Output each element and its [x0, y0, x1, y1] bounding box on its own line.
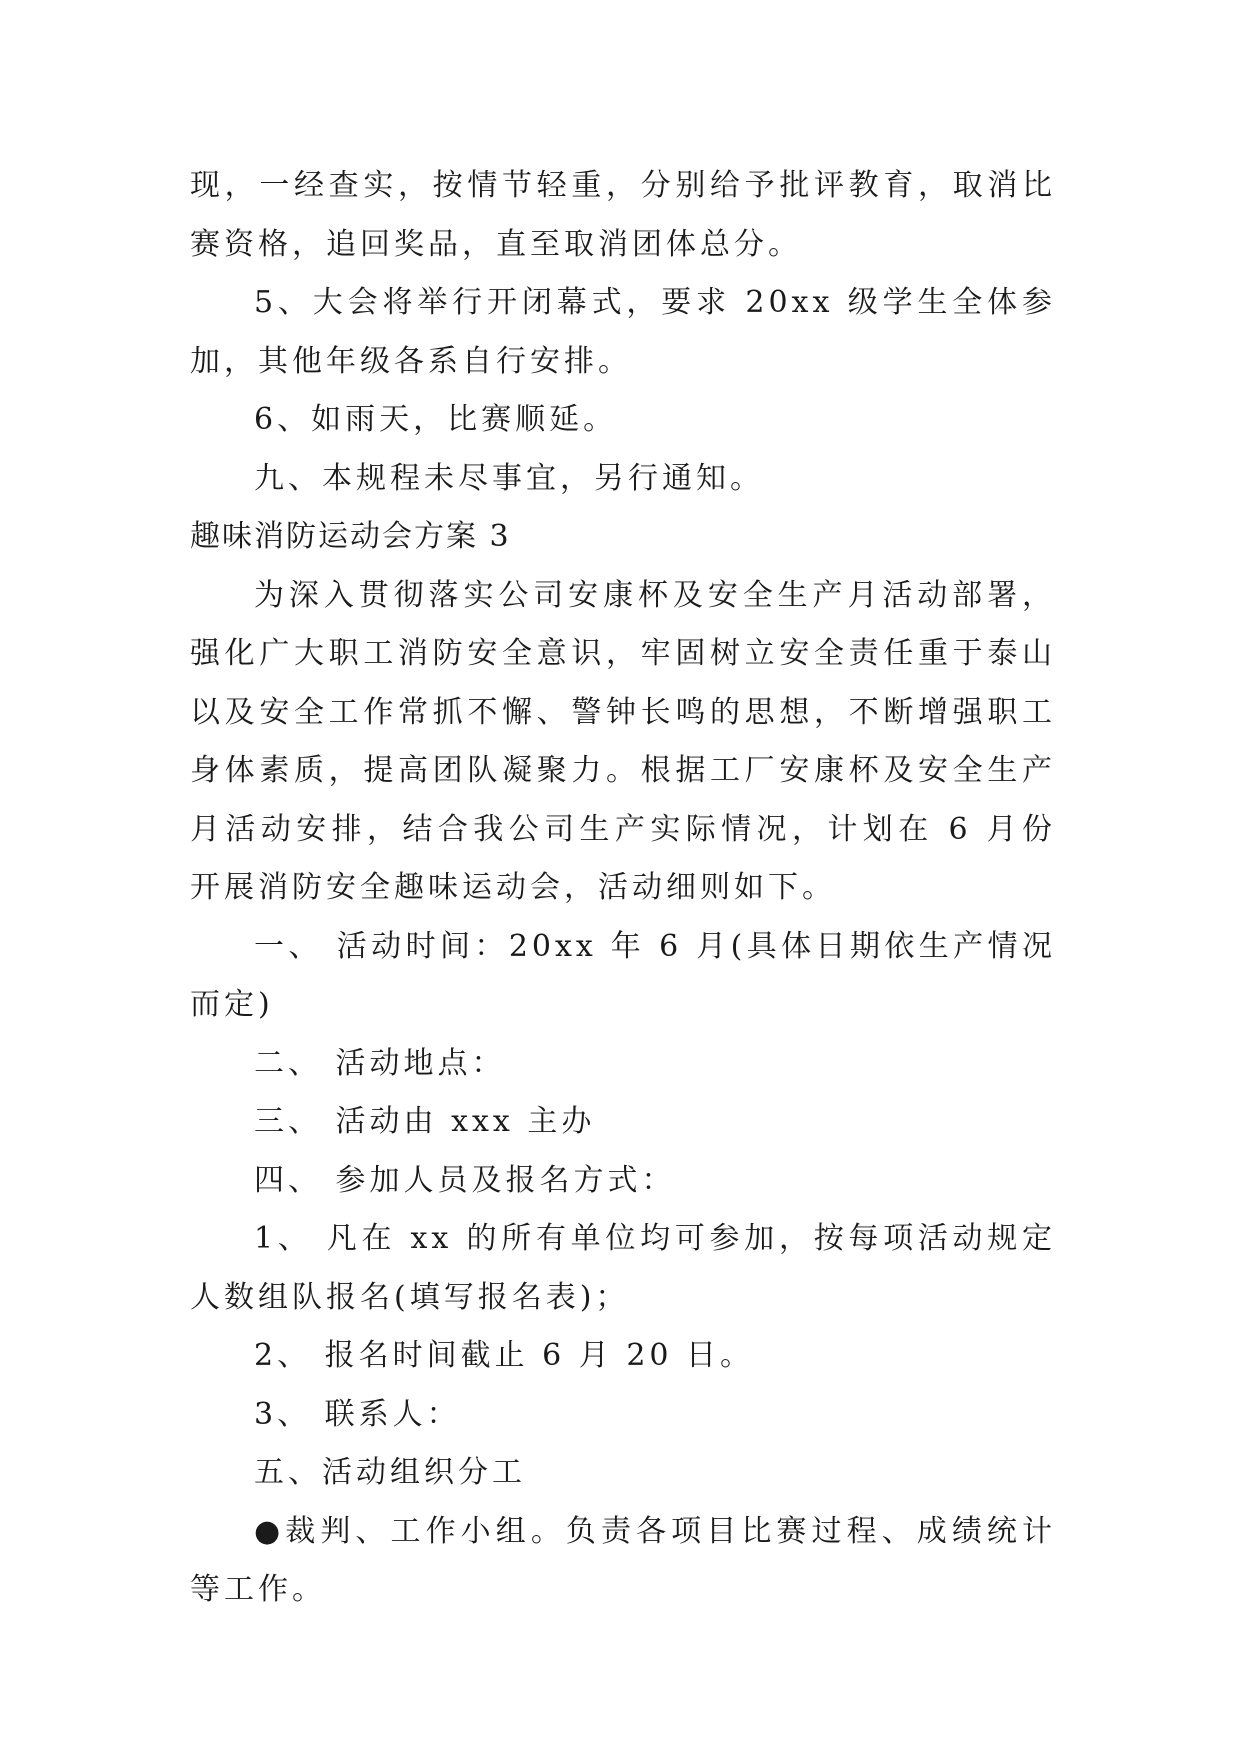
- item-activity-location: 二、 活动地点：: [254, 1045, 506, 1081]
- paragraph-rule-6: 6、如雨天，比赛顺延。: [254, 402, 618, 437]
- item-participants-2: 2、 报名时间截止 6 月 20 日。: [254, 1338, 755, 1373]
- paragraph-section-nine: 九、本规程未尽事宜，另行通知。: [254, 460, 764, 496]
- item-referee-group: ●裁判、工作小组。负责各项目比赛过程、成绩统计等工作。: [190, 1513, 1056, 1607]
- item-organizer: 三、 活动由 xxx 主办: [254, 1104, 596, 1139]
- item-participants-3: 3、 联系人：: [254, 1396, 461, 1432]
- paragraph-disciplinary-tail: 现，一经查实，按情节轻重，分别给予批评教育，取消比赛资格，追回奖品，直至取消团体总分。: [190, 168, 1056, 262]
- item-participants-1: 1、 凡在 xx 的所有单位均可参加，按每项活动规定人数组队报名(填写报名表)；: [190, 1221, 1056, 1315]
- document-body: [190, 157, 1056, 1620]
- item-organization: 五、活动组织分工: [254, 1455, 526, 1490]
- paragraph-rule-5: 5、大会将举行开闭幕式，要求 20xx 级学生全体参加，其他年级各系自行安排。: [190, 285, 1056, 379]
- item-participants: 四、 参加人员及报名方式：: [254, 1162, 676, 1198]
- section-title: 趣味消防运动会方案 3: [190, 519, 511, 554]
- paragraph-introduction: 为深入贯彻落实公司安康杯及安全生产月活动部署，强化广大职工消防安全意识，牢固树立安全责任重于泰山以及安全工作常抓不懈、警钟长鸣的思想，不断增强职工身体素质，提高团队凝聚力。根据工厂安康杯及安全生产月活动安排，结合我公司生产实际情况，计划在 6 月份开展消防安全趣味运动会，活动细则如下。: [190, 577, 1056, 905]
- item-activity-time: 一、 活动时间：20xx 年 6 月(具体日期依生产情况而定): [190, 928, 1056, 1022]
